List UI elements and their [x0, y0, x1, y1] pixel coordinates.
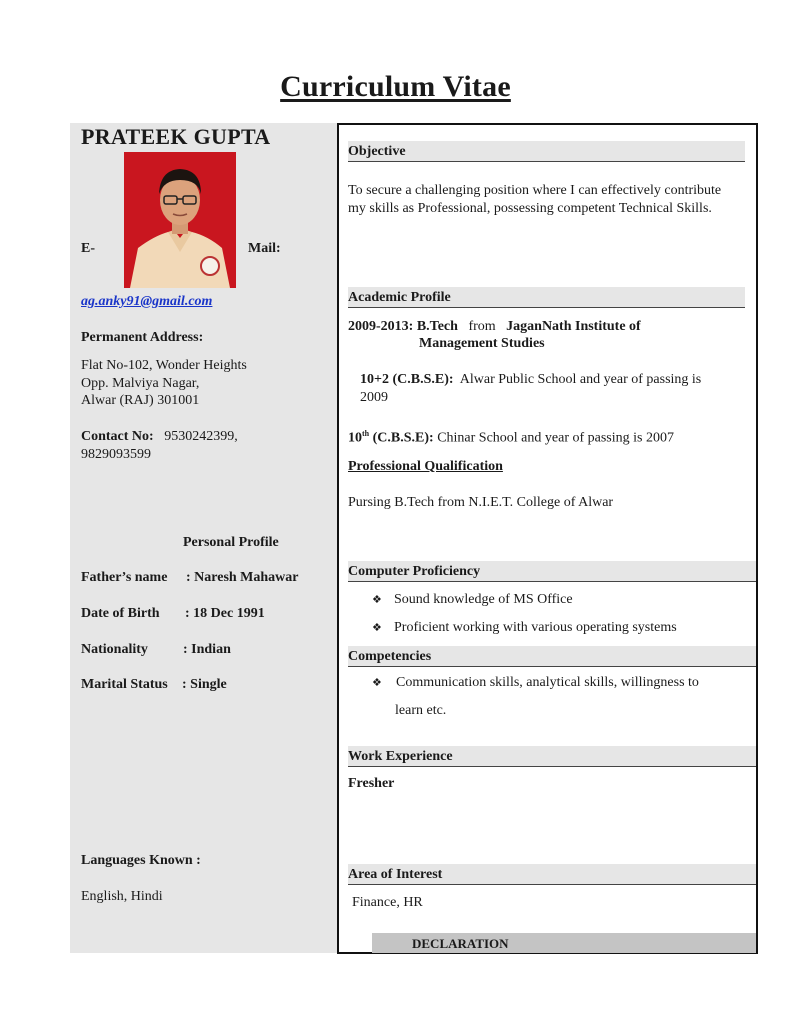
tenth-text: Chinar School and year of passing is 2007: [437, 430, 674, 446]
address-block: [81, 357, 247, 410]
address-line: Flat No-102, Wonder Heights: [81, 358, 247, 373]
languages-value: English, Hindi: [81, 889, 163, 904]
address-line: Alwar (RAJ) 301001: [81, 393, 200, 408]
diamond-bullet-icon: ❖: [372, 677, 382, 689]
email-label-suffix: Mail:: [248, 241, 281, 256]
email-link[interactable]: ag.anky91@gmail.com: [81, 294, 213, 309]
competencies-heading: Competencies: [348, 646, 756, 667]
email-label-prefix: E-: [81, 241, 95, 256]
professional-qualification-heading: Professional Qualification: [348, 459, 503, 474]
candidate-name: PRATEEK GUPTA: [81, 124, 271, 149]
btech-from: from: [468, 319, 496, 334]
diamond-bullet-icon: ❖: [372, 594, 382, 606]
computer-skill: Sound knowledge of MS Office: [394, 592, 573, 607]
tenth-board: (C.B.S.E):: [372, 430, 434, 446]
work-experience-heading: Work Experience: [348, 746, 756, 767]
area-of-interest-text: Finance, HR: [352, 895, 423, 910]
address-line: Opp. Malviya Nagar,: [81, 375, 200, 391]
btech-institute-line2: Management Studies: [419, 336, 545, 351]
twelfth-block: [360, 371, 745, 406]
dob-label: Date of Birth: [81, 606, 160, 621]
contact-number-2: 9829093599: [81, 446, 151, 462]
list-item: [372, 675, 699, 691]
computer-skill: Proficient working with various operating systems: [394, 620, 677, 635]
competencies-text: Communication skills, analytical skills, willingness to: [396, 675, 699, 690]
contact-block: [81, 428, 238, 463]
twelfth-label: 10+2 (C.B.S.E):: [360, 372, 454, 387]
marital-status-label: Marital Status: [81, 677, 168, 692]
marital-status-value: : Single: [182, 677, 227, 692]
area-of-interest-heading: Area of Interest: [348, 864, 756, 885]
objective-text: To secure a challenging position where I can effectively contribute my skills as Professional, possessing competent Technical Skills.: [348, 183, 722, 216]
tenth-superscript: th: [362, 429, 370, 438]
btech-years: 2009-2013: B.Tech: [348, 319, 458, 334]
contact-label: Contact No:: [81, 429, 154, 444]
btech-line: [348, 318, 641, 336]
declaration-heading: DECLARATION: [372, 933, 756, 953]
languages-label: Languages Known :: [81, 853, 201, 868]
competencies-text-line2: learn etc.: [395, 703, 447, 718]
list-item: [372, 620, 677, 636]
nationality-label: Nationality: [81, 642, 148, 657]
nationality-value: : Indian: [183, 642, 231, 657]
objective-heading: Objective: [348, 141, 745, 162]
diamond-bullet-icon: ❖: [372, 622, 382, 634]
personal-profile-heading: Personal Profile: [183, 535, 279, 550]
professional-qualification-text: Pursing B.Tech from N.I.E.T. College of Alwar: [348, 495, 614, 510]
tenth-label: 10: [348, 430, 362, 446]
computer-proficiency-heading: Computer Proficiency: [348, 561, 756, 582]
permanent-address-label: Permanent Address:: [81, 330, 204, 345]
tenth-line: [348, 425, 674, 447]
twelfth-year: 2009: [360, 389, 388, 405]
document-title: Curriculum Vitae: [280, 70, 511, 103]
contact-number-1: 9530242399,: [164, 429, 238, 444]
academic-profile-heading: Academic Profile: [348, 287, 745, 308]
work-experience-text: Fresher: [348, 776, 395, 791]
dob-value: : 18 Dec 1991: [185, 606, 265, 621]
profile-photo: [124, 152, 236, 288]
fathers-name-label: Father’s name: [81, 570, 168, 585]
fathers-name-value: : Naresh Mahawar: [186, 570, 299, 585]
right-content-box: [337, 123, 758, 954]
twelfth-text: Alwar Public School and year of passing is: [459, 372, 702, 387]
btech-institute: JaganNath Institute of: [506, 319, 641, 334]
list-item: [372, 592, 573, 608]
